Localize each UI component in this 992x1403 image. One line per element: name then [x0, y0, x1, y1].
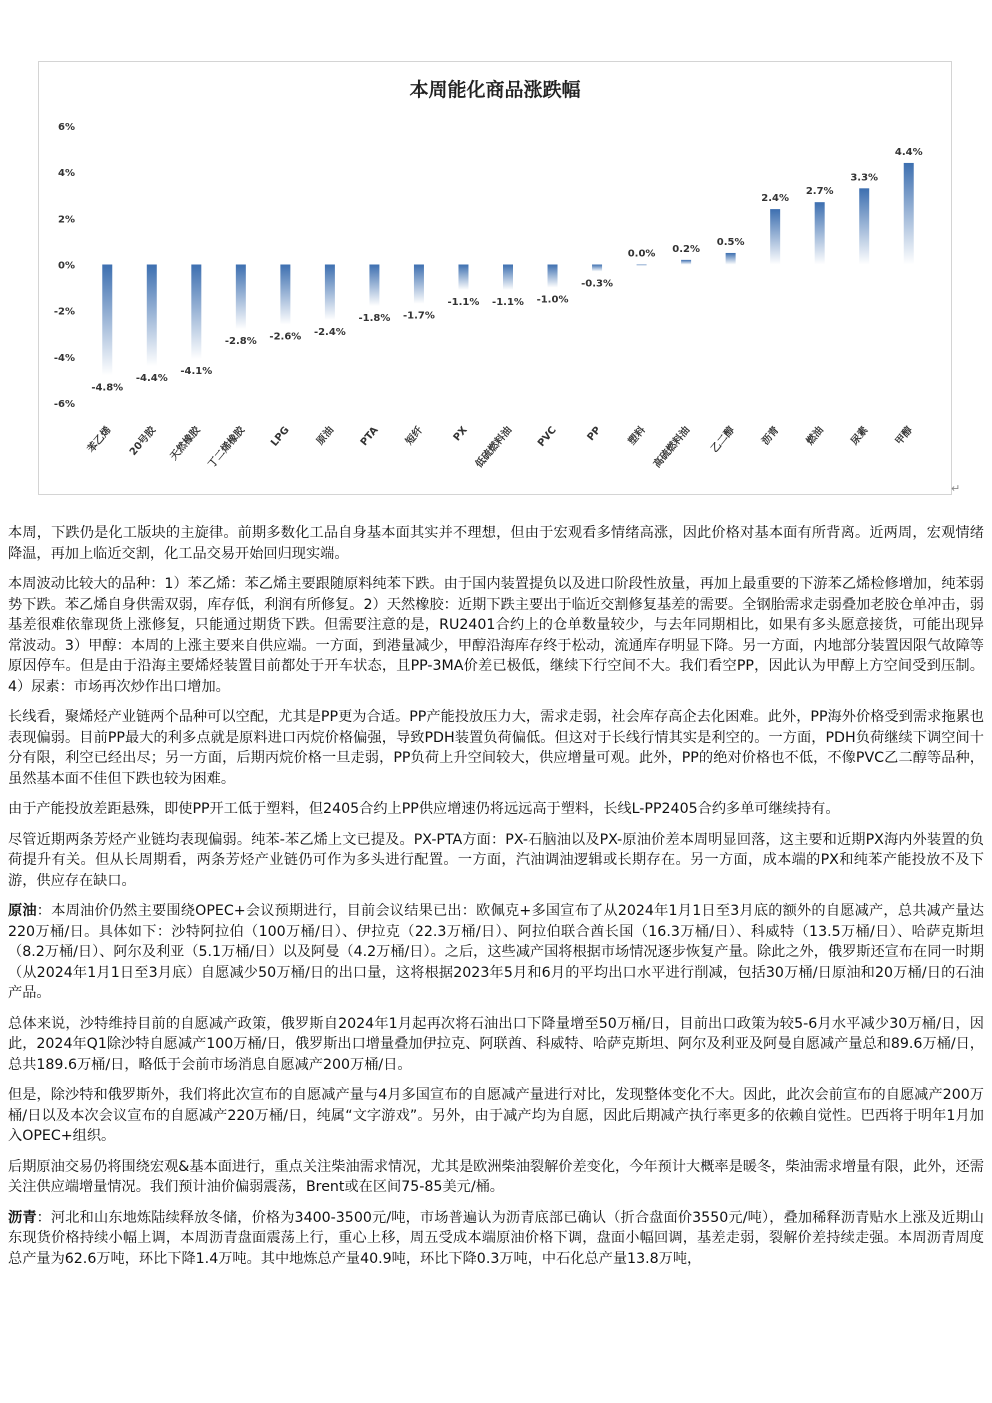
paragraph-text: ：河北和山东地炼陆续释放冬储，价格为3400-3500元/吨，市场普遍认为沥青底部已确认（折合盘面价3550元/吨），叠加稀释沥青贴水上涨及近期山东现货价格持续小幅上调，本周沥青盘面震荡上行，重心上移，周五受成本端原油价格下调，盘面小幅回调，基差走弱，裂解价差持续走强。本周沥青周度总产量为62.6万吨，环比下降1.4万吨。其中地炼总产量40.9吨，环比下降0.3万吨，中石化总产量13.8万吨，: [8, 1209, 984, 1267]
paragraph-text: 总体来说，沙特维持目前的自愿减产政策，俄罗斯自2024年1月起再次将石油出口下降量增至50万桶/日，目前出口政策为较5-6月水平减少30万桶/日，因此，2024年Q1除沙特自愿减产100万桶/日，俄罗斯出口增量叠加伊拉克、阿联酋、科威特、哈萨克斯坦、阿尔及利亚及阿曼自愿减产量总和89.6万桶/日，总共189.6万桶/日，略低于会前市场消息自愿减产200万桶/日。: [8, 1015, 984, 1073]
x-category-label: PTA: [358, 424, 381, 449]
data-label: -0.3%: [581, 278, 613, 290]
y-tick-label: -4%: [53, 352, 75, 364]
paragraph-text: 本周波动比较大的品种：1）苯乙烯：苯乙烯主要跟随原料纯苯下跌。由于国内装置提负以及进口阶段性放量，再加上最重要的下游苯乙烯检修增加，纯苯弱势下跌。苯乙烯自身供需双弱，库存低，利润有所修复。2）天然橡胶：近期下跌主要出于临近交割修复基差的需要。全钢胎需求走弱叠加老胶仓单冲击，弱基差很难依靠现货上涨修复，只能通过期货下跌。但需要注意的是，RU2401合约上的仓单数量较少，与去年同期相比，如果有多头愿意接货，可能出现异常波动。3）甲醇：本周的上涨主要来自供应端。一方面，到港量减少，甲醇沿海库存终于松动，流通库存明显下降。另一方面，内地部分装置因限气故障等原因停车。但是由于沿海主要烯烃装置目前都处于开车状态，且PP-3MA价差已极低，继续下行空间不大。我们看空PP，因此认为甲醇上方空间受到压制。4）尿素：市场再次炒作出口增加。: [8, 576, 984, 695]
data-label: -2.4%: [313, 326, 346, 338]
data-label: -1.8%: [358, 313, 391, 325]
bar-2: [147, 265, 157, 367]
paragraph-4: [8, 799, 984, 820]
paragraph-text: 后期原油交易仍将围绕宏观&基本面进行，重点关注柴油需求情况，尤其是欧洲柴油裂解价差变化，今年预计大概率是暖冬，柴油需求增量有限，此外，还需关注供应端增量情况。我们预计油价偏弱震荡，Brent或在区间75-85美元/桶。: [8, 1158, 984, 1195]
bar-19: [904, 163, 914, 265]
paragraph-text: 由于产能投放差距悬殊，即使PP开工低于塑料，但2405合约上PP供应增速仍将远远高于塑料，长线L-PP2405合约多单可继续持有。: [8, 801, 840, 817]
chart-title: 本周能化商品涨跌幅: [409, 79, 581, 101]
data-label: -1.1%: [492, 296, 524, 308]
y-axis-ticks: [54, 122, 75, 410]
bar-18: [859, 188, 869, 264]
bar-1: [102, 265, 112, 376]
x-category-label: 20号胶: [127, 424, 159, 458]
x-category-label: 高硫燃料油: [651, 424, 693, 471]
paragraph-3: [8, 707, 984, 789]
data-label: -1.0%: [536, 294, 569, 306]
bar-16: [770, 209, 780, 264]
paragraph-2: [8, 574, 984, 697]
bar-6: [325, 265, 335, 320]
bar-7: [369, 265, 379, 307]
paragraph-text: 但是，除沙特和俄罗斯外，我们将此次宣布的自愿减产量与4月多国宣布的自愿减产量进行对比，发现整体变化不大。因此，此次会前宣布的自愿减产200万桶/日以及本次会议宣布的自愿减产220万桶/日，纯属“文字游戏”。另外，由于减产均为自愿，因此后期减产执行率更多的依赖自觉性。巴西将于明年1月加入OPEC+组织。: [8, 1087, 984, 1144]
data-label: 3.3%: [850, 172, 879, 184]
bar-13: [637, 265, 647, 266]
data-label: -4.1%: [180, 366, 213, 378]
x-category-label: 低硫燃料油: [473, 424, 515, 471]
data-label: 0.5%: [716, 236, 745, 248]
x-category-label: 短纤: [403, 424, 426, 448]
data-label: 0.0%: [627, 248, 656, 260]
bar-11: [548, 265, 558, 288]
bar-4: [236, 265, 246, 330]
bar-15: [726, 253, 736, 265]
paragraph-text: 尽管近期两条芳烃产业链均表现偏弱。纯苯-苯乙烯上文已提及。PX-PTA方面：PX-石脑油以及PX-原油价差本周明显回落，这主要和近期PX海内外装置的负荷提升有关。但从长周期看，两条芳烃产业链仍可作为多头进行配置。一方面，汽油调油逻辑或长期存在。另一方面，成本端的PX和纯苯产能投放不及下游，供应存在缺口。: [8, 831, 984, 889]
bar-chart: [39, 62, 951, 494]
x-category-label: 苯乙烯: [85, 424, 114, 455]
article-body: [8, 523, 984, 1279]
bar-9: [458, 265, 468, 290]
bar-8: [414, 265, 424, 304]
x-category-label: 沥青: [760, 424, 782, 448]
x-category-label: PX: [451, 424, 470, 444]
y-tick-label: -6%: [53, 399, 75, 410]
y-tick-label: 0%: [58, 260, 75, 272]
x-category-label: 乙二醇: [709, 424, 737, 455]
x-category-label: 燃油: [804, 424, 826, 448]
bar-14: [681, 260, 691, 265]
paragraph-6: [8, 901, 984, 1004]
bar-12: [592, 265, 602, 272]
paragraph-10: [8, 1208, 984, 1270]
data-label: 4.4%: [894, 146, 923, 158]
x-category-label: PP: [585, 424, 604, 444]
paragraph-text: ：本周油价仍然主要围绕OPEC+会议预期进行，目前会议结果已出：欧佩克+多国宣布了从2024年1月1日至3月底的额外的自愿减产，总共减产量达220万桶/日。具体如下：沙特阿拉伯（100万桶/日）、伊拉克（22.3万桶/日）、阿拉伯联合酋长国（16.3万桶/日）、科威特（13.5万桶/日）、哈萨克斯坦（8.2万桶/日）、阿尔及利亚（5.1万桶/日）以及阿曼（4.2万桶/日）。之后，这些减产国将根据市场情况逐步恢复产量。除此之外，俄罗斯还宣布在同一时期（从2024年1月1日至3月底）自愿减少50万桶/日的出口量，这将根据2023年5月和6月的平均出口水平进行削减，包括30万桶/日原油和20万桶/日的石油产品。: [8, 903, 984, 1001]
data-label: -4.4%: [135, 373, 168, 385]
x-category-label: 塑料: [626, 424, 648, 448]
bar-5: [280, 265, 290, 325]
y-tick-label: 4%: [58, 168, 75, 180]
x-category-label: 丁二烯橡胶: [206, 424, 248, 471]
chart-panel: [38, 61, 952, 495]
x-category-label: PVC: [535, 424, 559, 450]
data-label: 0.2%: [672, 243, 700, 255]
bar-3: [191, 265, 201, 360]
data-label: -1.7%: [403, 310, 435, 322]
data-label: 2.7%: [805, 186, 834, 198]
paragraph-text: 本周，下跌仍是化工版块的主旋律。前期多数化工品自身基本面其实并不理想，但由于宏观看多情绪高涨，因此价格对基本面有所背离。近两周，宏观情绪降温，再加上临近交割，化工品交易开始回归现实端。: [8, 525, 984, 562]
paragraph-return-icon: ↵: [951, 482, 961, 495]
data-label: -1.1%: [447, 296, 480, 308]
paragraph-lead: 原油: [8, 903, 37, 919]
paragraph-8: [8, 1085, 984, 1147]
data-label: 2.4%: [761, 193, 790, 205]
x-category-label: 尿素: [849, 424, 871, 448]
y-tick-label: 2%: [58, 214, 75, 226]
x-category-label: 天然橡胶: [168, 424, 203, 463]
paragraph-9: [8, 1157, 984, 1198]
data-label: -2.6%: [269, 331, 302, 343]
y-tick-label: 6%: [58, 122, 75, 133]
paragraph-lead: 沥青: [8, 1209, 37, 1226]
x-axis-categories: [84, 423, 915, 470]
bar-17: [815, 202, 825, 264]
paragraph-7: [8, 1014, 984, 1076]
paragraph-text: 长线看，聚烯烃产业链两个品种可以空配，尤其是PP更为合适。PP产能投放压力大，需求走弱，社会库存高企去化困难。此外，PP海外价格受到需求拖累也表现偏弱。目前PP最大的利多点就是原料进口丙烷价格偏强，导致PDH装置负荷偏低。但这对于长线行情其实是利空的。一方面，PDH负荷继续下调空间十分有限，利空已经出尽；另一方面，后期丙烷价格一旦走弱，PP负荷上升空间较大，供应增量可观。此外，PP的绝对价格也不低，不像PVC乙二醇等品种，虽然基本面不佳但下跌也较为困难。: [8, 709, 984, 787]
x-category-label: LPG: [269, 424, 292, 449]
data-label: -2.8%: [224, 336, 257, 348]
x-category-label: 甲醇: [893, 424, 916, 448]
x-category-label: 原油: [314, 424, 337, 448]
paragraph-5: [8, 830, 984, 892]
bar-10: [503, 265, 513, 290]
y-tick-label: -2%: [53, 306, 75, 318]
paragraph-1: [8, 523, 984, 564]
data-label: -4.8%: [91, 382, 124, 394]
